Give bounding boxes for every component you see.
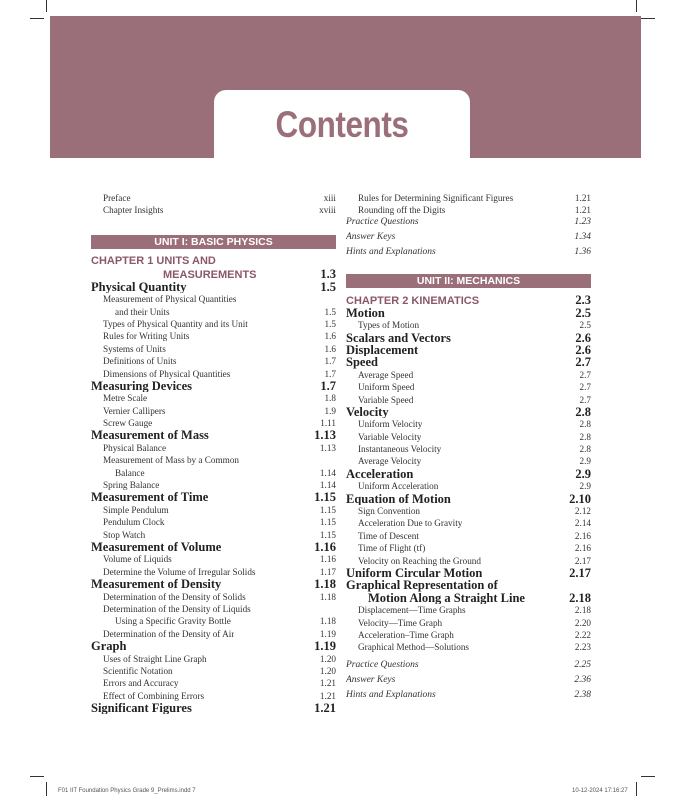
toc-front-matter <box>346 690 591 705</box>
toc-subentry <box>346 443 591 455</box>
toc-entry-page: 2.17 <box>569 565 591 580</box>
toc-subentry <box>346 555 591 567</box>
toc-entry-text: Balance <box>115 467 145 478</box>
toc-entry-page: 2.5 <box>575 305 591 320</box>
toc-entry-text: Acceleration–Time Graph <box>358 629 454 640</box>
toc-entry-text: Types of Physical Quantity and its Unit <box>103 318 248 329</box>
toc-subentry <box>346 204 591 216</box>
toc-entry-page: 2.7 <box>579 394 591 405</box>
toc-entry-text: Displacement <box>346 343 419 357</box>
toc-subentry <box>91 653 336 665</box>
toc-entry-page: xiii <box>323 193 336 203</box>
toc-heading <box>346 356 591 368</box>
toc-subentry <box>91 192 336 204</box>
toc-subentry <box>346 530 591 542</box>
toc-entry-text: Scalars and Vectors <box>346 331 451 344</box>
toc-subentry <box>91 479 336 491</box>
chapter-heading <box>91 255 336 281</box>
toc-entry-text: Measurement of Mass <box>91 429 209 442</box>
toc-entry-page: 2.12 <box>574 506 591 517</box>
toc-subentry <box>91 566 336 578</box>
toc-entry-page: 1.13 <box>319 442 336 453</box>
toc-heading <box>91 640 336 652</box>
footer-filename: F01 IIT Foundation Physics Grade 9_Prelims.indd 7 <box>58 788 196 794</box>
toc-entry-page: 1.21 <box>314 701 336 716</box>
toc-entry-page: 2.38 <box>574 689 591 700</box>
toc-subentry <box>91 442 336 454</box>
toc-entry-page: 1.5 <box>324 318 336 329</box>
toc-subentry <box>91 553 336 565</box>
toc-subentry <box>346 505 591 517</box>
toc-subentry <box>346 641 591 653</box>
chapter-heading <box>346 293 591 307</box>
toc-subentry <box>91 454 336 466</box>
toc-subentry <box>91 293 336 305</box>
toc-entry-text: Errors and Accuracy <box>103 678 179 689</box>
toc-entry-page: 2.18 <box>569 590 591 605</box>
toc-heading <box>91 541 336 553</box>
toc-entry-text: Motion Along a Straight Line <box>368 591 525 605</box>
toc-heading <box>91 429 336 441</box>
toc-entry-text: Measurement of Density <box>91 578 222 591</box>
toc-entry-text: Average Speed <box>358 369 414 380</box>
toc-entry-page: 1.18 <box>319 591 336 602</box>
toc-front-matter <box>346 247 591 262</box>
toc-entry-text: Stop Watch <box>103 529 146 540</box>
toc-entry-text: Uniform Velocity <box>358 419 423 430</box>
toc-entry-text: Simple Pendulum <box>103 504 169 515</box>
crop-mark <box>641 776 655 777</box>
toc-subentry <box>91 628 336 640</box>
toc-entry-page: 2.9 <box>575 466 591 481</box>
toc-entry-page: 1.6 <box>324 343 336 354</box>
chapter-page: 2.3 <box>575 292 591 307</box>
toc-entry-text: Sign Convention <box>358 506 421 517</box>
toc-entry-text: Measuring Devices <box>91 379 193 393</box>
right-column <box>346 192 591 705</box>
toc-entry-text: Practice Questions <box>346 216 419 227</box>
chapter-title-line1: CHAPTER 1 UNITS AND <box>91 254 216 267</box>
toc-entry-text: Graphical Representation of <box>346 579 498 592</box>
toc-entry-text: Chapter Insights <box>103 205 164 216</box>
toc-entry-text: Answer Keys <box>346 231 396 242</box>
toc-entry-text: Velocity on Reaching the Ground <box>358 555 481 566</box>
toc-subentry <box>346 369 591 381</box>
toc-entry-text: Screw Gauge <box>103 418 153 429</box>
toc-entry-text: Scientific Notation <box>103 665 173 676</box>
toc-entry-page: 2.8 <box>575 404 591 419</box>
toc-subentry <box>91 343 336 355</box>
toc-entry-text: Motion <box>346 306 385 320</box>
toc-entry-text: Vernier Callipers <box>103 405 166 416</box>
toc-entry-page: xviii <box>319 205 336 216</box>
toc-entry-page: 1.5 <box>320 279 336 294</box>
toc-entry-text: Systems of Units <box>103 343 166 354</box>
unit-header: UNIT I: BASIC PHYSICS <box>91 235 336 249</box>
toc-list <box>91 281 336 715</box>
toc-entry-page: 1.16 <box>314 539 336 554</box>
toc-heading <box>346 468 591 480</box>
toc-entry-page: 1.11 <box>320 418 336 429</box>
toc-entry-text: Average Velocity <box>358 456 422 467</box>
toc-entry-page: 1.17 <box>319 566 336 577</box>
toc-heading <box>346 592 591 604</box>
toc-entry-page: 1.5 <box>324 306 336 317</box>
toc-entry-page: 1.9 <box>324 405 336 416</box>
toc-subentry <box>346 455 591 467</box>
toc-subentry <box>91 690 336 702</box>
toc-subentry <box>91 392 336 404</box>
toc-subentry <box>346 319 591 331</box>
toc-heading <box>346 567 591 579</box>
toc-entry-text: Time of Descent <box>358 530 419 541</box>
toc-entry-text: Uses of Straight Line Graph <box>103 653 207 664</box>
crop-mark <box>46 0 47 12</box>
toc-entry-text: Rounding off the Digits <box>358 205 446 216</box>
toc-entry-page: 2.7 <box>579 369 591 380</box>
toc-subentry <box>346 629 591 641</box>
toc-entry-page: 1.16 <box>319 554 336 565</box>
toc-subentry <box>346 431 591 443</box>
toc-entry-text: Measurement of Volume <box>91 540 222 554</box>
toc-entry-page: 1.14 <box>319 480 336 491</box>
toc-subentry <box>346 480 591 492</box>
toc-heading <box>346 307 591 319</box>
toc-entry-page: 1.7 <box>324 356 336 367</box>
toc-entry-text: and their Units <box>115 306 170 317</box>
toc-subentry <box>91 615 336 627</box>
toc-subentry <box>346 192 591 204</box>
toc-entry-text: Uniform Acceleration <box>358 481 439 492</box>
toc-heading <box>346 406 591 418</box>
toc-front-matter <box>346 232 591 247</box>
toc-subentry <box>91 306 336 318</box>
toc-entry-page: 2.16 <box>574 543 591 554</box>
toc-entry-page: 2.6 <box>575 330 591 345</box>
toc-entry-text: Determination of the Density of Liquids <box>103 603 251 614</box>
toc-entry-text: Variable Speed <box>358 394 414 405</box>
chapter-title-line2: MEASUREMENTS <box>163 268 257 281</box>
toc-heading <box>91 380 336 392</box>
toc-entry-page: 1.36 <box>574 246 591 257</box>
toc-heading <box>91 491 336 503</box>
end-matter-list <box>346 660 591 705</box>
toc-subentry <box>91 504 336 516</box>
toc-entry-text: Acceleration Due to Gravity <box>358 518 463 529</box>
toc-entry-text: Metre Scale <box>103 393 148 404</box>
toc-heading <box>346 344 591 356</box>
toc-entry-page: 1.21 <box>574 205 591 216</box>
toc-entry-text: Rules for Writing Units <box>103 331 190 342</box>
toc-subentry <box>91 467 336 479</box>
toc-subentry <box>91 677 336 689</box>
toc-entry-page: 2.8 <box>579 444 591 455</box>
toc-entry-page: 1.19 <box>319 628 336 639</box>
toc-entry-page: 1.21 <box>574 193 591 203</box>
toc-entry-text: Determination of the Density of Air <box>103 628 235 639</box>
toc-subentry <box>91 355 336 367</box>
crop-mark <box>30 776 44 777</box>
toc-list <box>346 307 591 654</box>
toc-entry-page: 1.6 <box>324 331 336 342</box>
page-title: Contents <box>275 104 409 145</box>
toc-entry-text: Using a Specific Gravity Bottle <box>115 616 231 627</box>
toc-entry-page: 1.21 <box>319 690 336 701</box>
toc-entry-page: 1.34 <box>574 231 591 242</box>
toc-entry-text: Effect of Combining Errors <box>103 690 205 701</box>
toc-entry-page: 1.19 <box>314 639 336 654</box>
toc-entry-page: 1.15 <box>314 490 336 505</box>
toc-heading <box>91 578 336 590</box>
toc-subentry <box>346 617 591 629</box>
toc-entry-text: Measurement of Mass by a Common <box>103 455 240 466</box>
toc-entry-page: 1.20 <box>319 665 336 676</box>
toc-entry-page: 2.25 <box>574 659 591 670</box>
toc-entry-text: Answer Keys <box>346 674 396 685</box>
toc-entry-text: Equation of Motion <box>346 492 451 506</box>
toc-entry-text: Variable Velocity <box>358 431 422 442</box>
toc-entry-text: Significant Figures <box>91 702 192 715</box>
toc-entry-text: Time of Flight (tf) <box>358 543 426 554</box>
toc-subentry <box>91 405 336 417</box>
toc-subentry <box>346 517 591 529</box>
toc-entry-page: 2.22 <box>574 629 591 640</box>
toc-entry-text: Pendulum Clock <box>103 517 165 528</box>
toc-entry-text: Physical Balance <box>103 442 167 453</box>
toc-entry-page: 2.14 <box>574 518 591 529</box>
toc-entry-page: 2.8 <box>579 419 591 430</box>
toc-entry-text: Physical Quantity <box>91 280 187 294</box>
crop-mark <box>636 782 637 796</box>
toc-subentry <box>91 417 336 429</box>
toc-entry-page: 1.18 <box>319 616 336 627</box>
toc-subentry <box>346 381 591 393</box>
toc-entry-text: Dimensions of Physical Quantities <box>103 368 231 379</box>
toc-entry-page: 2.16 <box>574 530 591 541</box>
toc-entry-text: Uniform Speed <box>358 382 415 393</box>
toc-entry-text: Acceleration <box>346 467 414 481</box>
toc-entry-text: Determination of the Density of Solids <box>103 591 246 602</box>
toc-entry-text: Instantaneous Velocity <box>358 444 442 455</box>
toc-entry-page: 2.36 <box>574 674 591 685</box>
toc-entry-text: Displacement—Time Graphs <box>358 605 466 616</box>
toc-entry-text: Definitions of Units <box>103 356 177 367</box>
crop-mark <box>636 0 637 12</box>
toc-entry-page: 2.7 <box>575 355 591 370</box>
front-matter-list <box>91 192 336 217</box>
toc-entry-text: Hints and Explanations <box>346 246 436 257</box>
toc-entry-text: Volume of Liquids <box>103 554 172 565</box>
toc-entry-text: Measurement of Physical Quantities <box>103 294 237 305</box>
toc-heading <box>346 332 591 344</box>
toc-subentry <box>91 318 336 330</box>
toc-entry-text: Velocity <box>346 405 389 419</box>
crop-mark <box>30 18 44 19</box>
toc-entry-page: 1.13 <box>314 428 336 443</box>
chapter-title: CHAPTER 2 KINEMATICS <box>346 294 480 307</box>
toc-heading <box>91 702 336 714</box>
toc-entry-text: Rules for Determining Significant Figures <box>358 193 514 203</box>
toc-entry-page: 2.20 <box>574 617 591 628</box>
toc-entry-page: 1.7 <box>320 378 336 393</box>
toc-front-matter <box>346 217 591 232</box>
toc-entry-page: 1.14 <box>319 467 336 478</box>
toc-entry-page: 2.7 <box>579 382 591 393</box>
toc-entry-text: Velocity—Time Graph <box>358 617 443 628</box>
toc-subentry <box>346 542 591 554</box>
toc-subentry <box>91 529 336 541</box>
toc-entry-text: Types of Motion <box>358 320 420 331</box>
toc-entry-text: Hints and Explanations <box>346 689 436 700</box>
toc-entry-page: 2.18 <box>574 605 591 616</box>
toc-list-continued <box>346 192 591 262</box>
toc-entry-text: Determine the Volume of Irregular Solids <box>103 566 256 577</box>
toc-entry-page: 2.6 <box>575 342 591 357</box>
toc-subentry <box>346 418 591 430</box>
toc-subentry <box>91 516 336 528</box>
toc-subentry <box>91 204 336 216</box>
toc-entry-page: 1.7 <box>324 368 336 379</box>
toc-entry-page: 1.18 <box>314 577 336 592</box>
toc-subentry <box>91 330 336 342</box>
toc-entry-text: Graph <box>91 640 127 653</box>
crop-mark <box>46 782 47 796</box>
toc-entry-page: 2.9 <box>579 456 591 467</box>
toc-entry-text: Graphical Method—Solutions <box>358 642 470 653</box>
toc-entry-text: Spring Balance <box>103 480 160 491</box>
toc-entry-page: 2.10 <box>569 491 591 506</box>
crop-mark <box>641 18 655 19</box>
toc-entry-page: 2.17 <box>574 555 591 566</box>
toc-entry-page: 2.23 <box>574 642 591 653</box>
toc-entry-page: 1.8 <box>324 393 336 404</box>
footer-timestamp: 10-12-2024 17:16:27 <box>572 788 628 794</box>
toc-heading <box>91 281 336 293</box>
toc-entry-text: Measurement of Time <box>91 491 209 504</box>
toc-entry-page: 2.9 <box>579 481 591 492</box>
toc-front-matter <box>346 660 591 675</box>
toc-entry-page: 2.8 <box>579 431 591 442</box>
toc-entry-page: 1.21 <box>319 678 336 689</box>
toc-entry-page: 1.23 <box>574 216 591 227</box>
toc-entry-text: Preface <box>103 193 131 203</box>
toc-entry-text: Uniform Circular Motion <box>346 566 483 580</box>
toc-subentry <box>346 604 591 616</box>
toc-heading <box>346 579 591 591</box>
toc-subentry <box>91 603 336 615</box>
toc-subentry <box>91 368 336 380</box>
chapter-page: 1.3 <box>320 266 336 281</box>
toc-heading <box>346 493 591 505</box>
toc-entry-text: Practice Questions <box>346 659 419 670</box>
toc-front-matter <box>346 675 591 690</box>
toc-entry-page: 1.15 <box>319 504 336 515</box>
toc-entry-page: 2.5 <box>579 320 591 331</box>
unit-header: UNIT II: MECHANICS <box>346 274 591 288</box>
toc-subentry <box>91 665 336 677</box>
toc-entry-page: 1.15 <box>319 529 336 540</box>
toc-entry-page: 1.20 <box>319 653 336 664</box>
toc-entry-text: Speed <box>346 356 378 369</box>
toc-entry-page: 1.15 <box>319 517 336 528</box>
toc-subentry <box>91 591 336 603</box>
toc-subentry <box>346 394 591 406</box>
left-column <box>91 192 336 714</box>
